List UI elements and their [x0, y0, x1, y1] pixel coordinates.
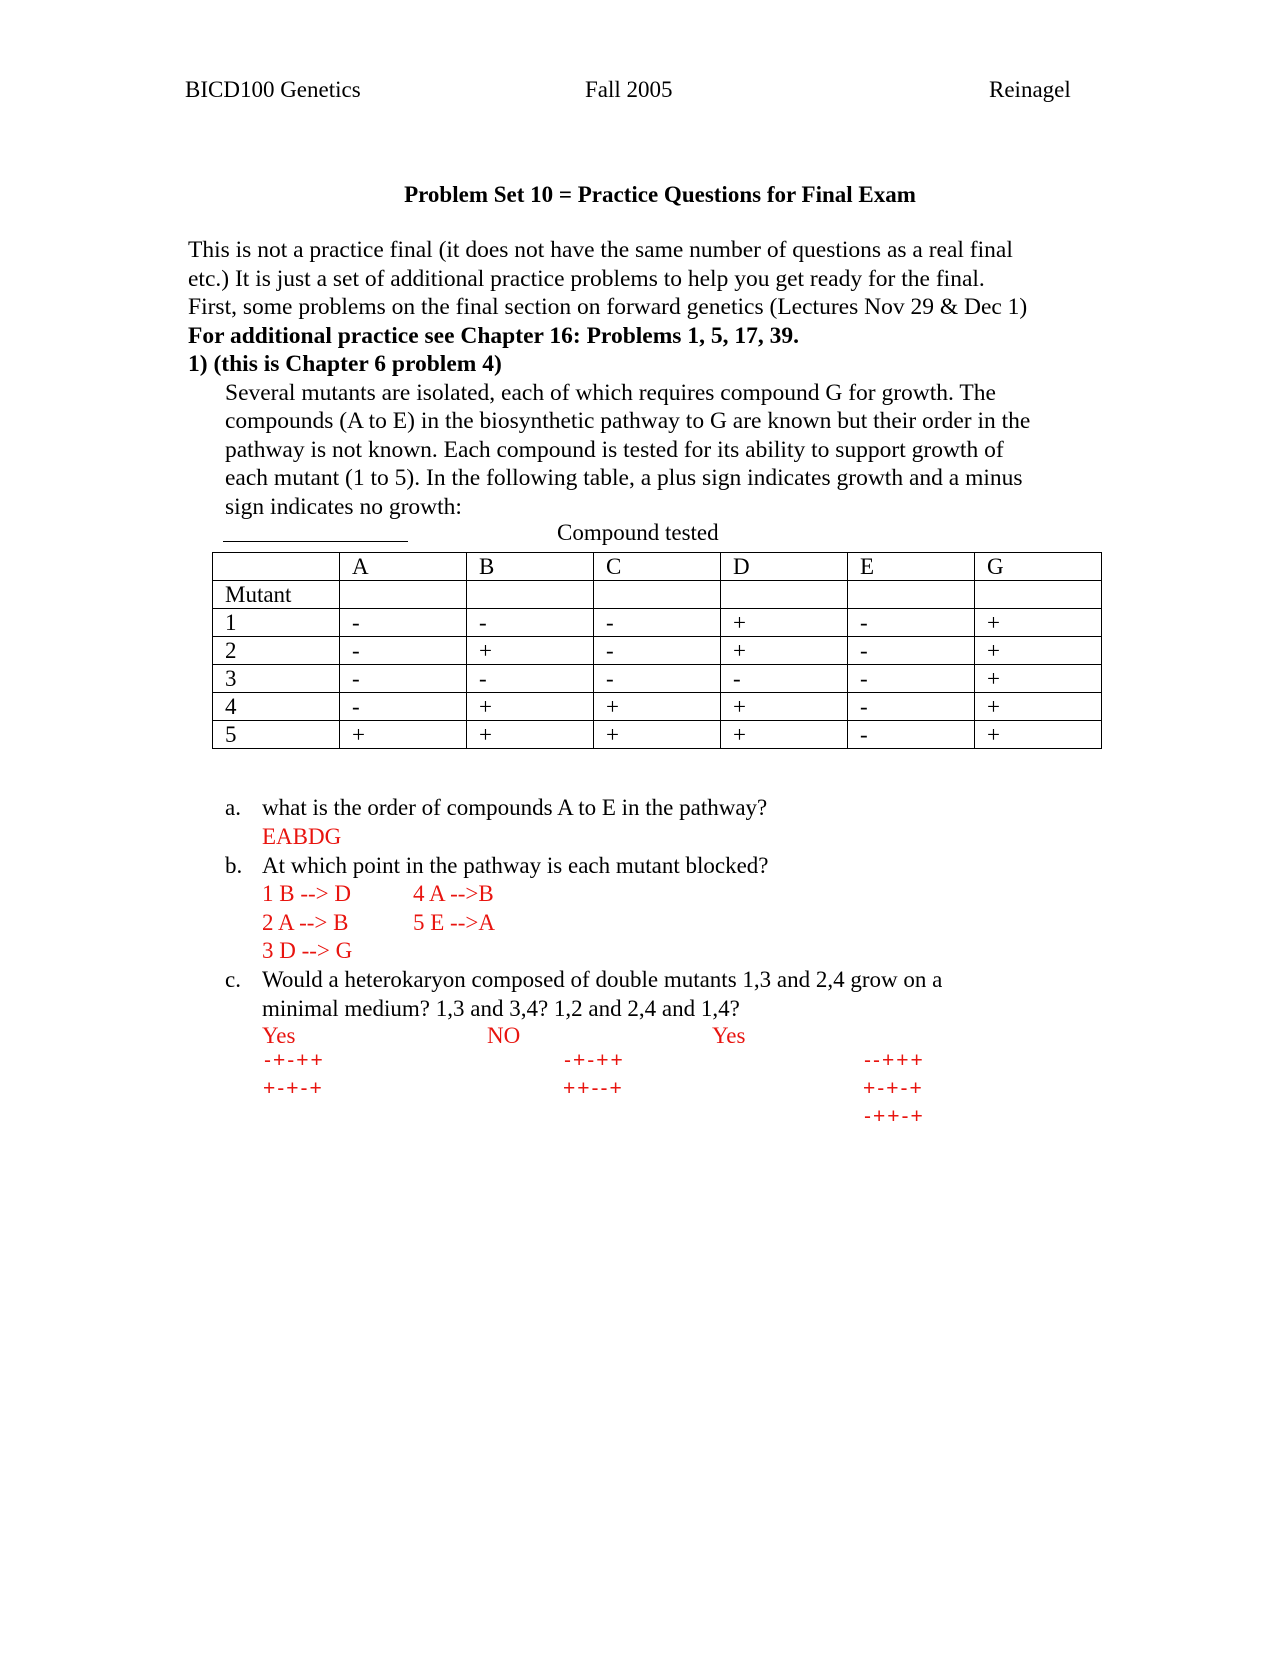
table-cell: +: [467, 693, 594, 721]
part-b-label: b.: [225, 853, 243, 878]
table-cell: +: [975, 721, 1102, 749]
mutant-id: 5: [213, 721, 340, 749]
table-row: [213, 693, 1102, 721]
table-cell: -: [848, 665, 975, 693]
genotype-pattern: -+-++: [564, 1049, 625, 1072]
table-cell: -: [340, 637, 467, 665]
table-row: [213, 665, 1102, 693]
table-cell: +: [467, 721, 594, 749]
table-cell: -: [467, 665, 594, 693]
table-header-row: [213, 553, 1102, 581]
table-blank-line: [223, 519, 408, 548]
table-cell: -: [594, 637, 721, 665]
part-b-answer: 3 D --> G: [262, 938, 353, 963]
column-header: E: [848, 553, 975, 581]
table-cell: -: [848, 637, 975, 665]
genotype-pattern: --+++: [864, 1049, 925, 1072]
header-instructor: Reinagel: [989, 77, 1071, 102]
mutant-id: 1: [213, 609, 340, 637]
question-1-heading: 1) (this is Chapter 6 problem 4): [188, 351, 502, 377]
column-header: D: [721, 553, 848, 581]
table-cell: +: [975, 665, 1102, 693]
mutant-id: 4: [213, 693, 340, 721]
header-term: Fall 2005: [585, 77, 673, 102]
table-cell: +: [594, 693, 721, 721]
table-cell: +: [721, 637, 848, 665]
table-cell: -: [340, 665, 467, 693]
column-header: G: [975, 553, 1102, 581]
table-cell: +: [721, 609, 848, 637]
q1-text-line: pathway is not known. Each compound is tested for its ability to support growth of: [225, 437, 1004, 463]
genotype-pattern: +-+-+: [263, 1077, 324, 1100]
table-corner-cell: [213, 553, 340, 581]
additional-practice-note: For additional practice see Chapter 16: Problems 1, 5, 17, 39.: [188, 323, 799, 349]
table-row: [213, 721, 1102, 749]
part-a-question: what is the order of compounds A to E in the pathway?: [262, 795, 768, 820]
growth-table: [212, 552, 1102, 749]
table-cell: -: [848, 609, 975, 637]
table-cell: +: [467, 637, 594, 665]
table-row-header: [213, 581, 1102, 609]
column-header: B: [467, 553, 594, 581]
table-cell: +: [340, 721, 467, 749]
part-b-answer: 5 E -->A: [413, 910, 495, 935]
header-course: BICD100 Genetics: [185, 77, 361, 102]
intro-line-2: etc.) It is just a set of additional practice problems to help you get ready for the final.: [188, 266, 985, 292]
row-header-label: Mutant: [213, 581, 340, 609]
q1-text-line: compounds (A to E) in the biosynthetic pathway to G are known but their order in the: [225, 408, 1031, 434]
table-cell: -: [340, 609, 467, 637]
intro-line-3: First, some problems on the final section on forward genetics (Lectures Nov 29 & Dec 1): [188, 294, 1028, 320]
part-b-question: At which point in the pathway is each mutant blocked?: [262, 853, 769, 878]
page-title: Problem Set 10 = Practice Questions for Final Exam: [404, 182, 916, 207]
part-a-label: a.: [225, 795, 241, 820]
table-cell: -: [721, 665, 848, 693]
table-cell: +: [975, 609, 1102, 637]
intro-line-1: This is not a practice final (it does not have the same number of questions as a real final: [188, 237, 1013, 263]
table-caption: Compound tested: [557, 520, 719, 545]
genotype-pattern: -+-++: [264, 1049, 325, 1072]
genotype-pattern: +-+-+: [863, 1077, 924, 1100]
table-cell: +: [721, 721, 848, 749]
part-b-answer: 1 B --> D: [262, 881, 351, 906]
table-cell: -: [848, 693, 975, 721]
genotype-pattern: -++-+: [864, 1105, 925, 1128]
part-b-answer: 2 A --> B: [262, 910, 349, 935]
table-cell: +: [975, 693, 1102, 721]
table-cell: -: [594, 609, 721, 637]
q1-text-line: each mutant (1 to 5). In the following table, a plus sign indicates growth and a minus: [225, 465, 1023, 491]
table-cell: -: [594, 665, 721, 693]
part-c-answer: NO: [487, 1023, 521, 1048]
part-c-question-line-2: minimal medium? 1,3 and 3,4? 1,2 and 2,4 and 1,4?: [262, 996, 740, 1021]
part-a-answer: EABDG: [262, 824, 342, 849]
table-cell: +: [721, 693, 848, 721]
part-c-label: c.: [225, 967, 241, 992]
mutant-id: 3: [213, 665, 340, 693]
column-header: A: [340, 553, 467, 581]
table-row: [213, 637, 1102, 665]
table-cell: -: [340, 693, 467, 721]
table-cell: -: [848, 721, 975, 749]
genotype-pattern: ++--+: [563, 1077, 624, 1100]
part-b-answer: 4 A -->B: [413, 881, 494, 906]
column-header: C: [594, 553, 721, 581]
part-c-question-line-1: Would a heterokaryon composed of double mutants 1,3 and 2,4 grow on a: [262, 967, 943, 992]
table-cell: +: [594, 721, 721, 749]
mutant-id: 2: [213, 637, 340, 665]
q1-text-line: Several mutants are isolated, each of which requires compound G for growth. The: [225, 380, 996, 406]
table-cell: -: [467, 609, 594, 637]
part-c-answer: Yes: [262, 1023, 296, 1048]
table-cell: +: [975, 637, 1102, 665]
q1-text-line: sign indicates no growth:: [225, 494, 462, 520]
table-row: [213, 609, 1102, 637]
part-c-answer: Yes: [712, 1023, 746, 1048]
